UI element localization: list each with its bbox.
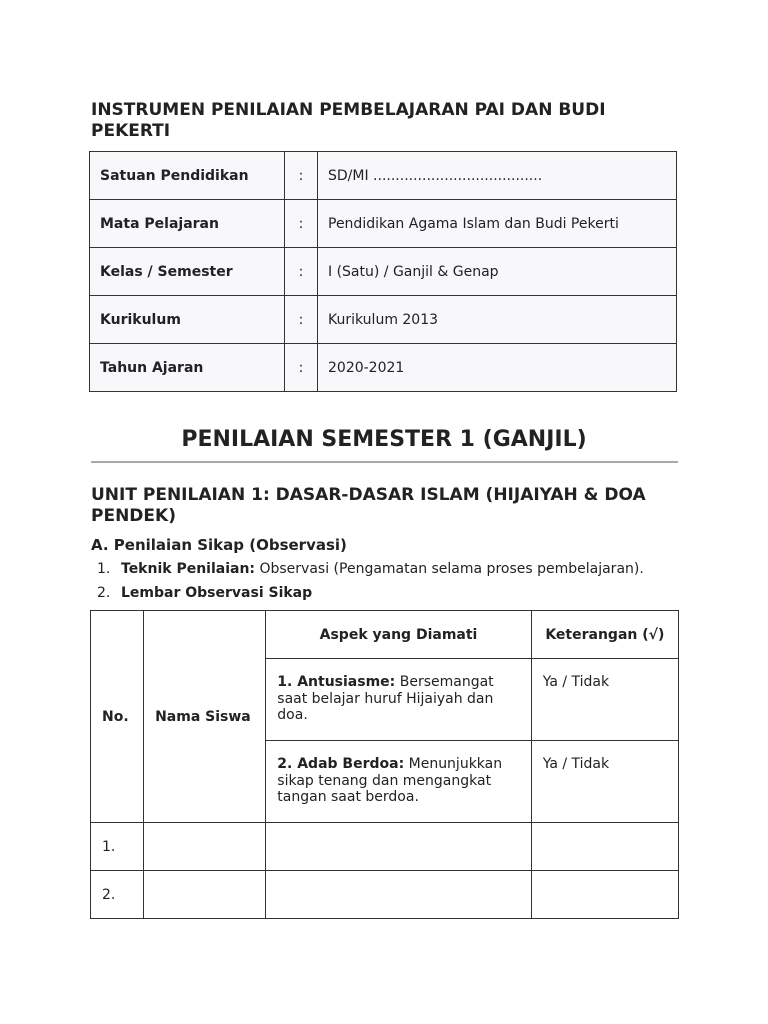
list-text xyxy=(121,559,644,583)
row-number: 1. xyxy=(91,823,144,871)
info-value: SD/MI ...................................... xyxy=(318,152,677,200)
list-bold: Lembar Observasi Sikap xyxy=(121,585,313,601)
section-divider xyxy=(91,461,678,463)
header-note: Keterangan (√) xyxy=(531,611,678,659)
list-item xyxy=(97,583,644,607)
header-aspect: Aspek yang Diamati xyxy=(266,611,531,659)
header-name: Nama Siswa xyxy=(144,611,266,823)
document-title: INSTRUMEN PENILAIAN PEMBELAJARAN PAI DAN BUDI PEKERTI xyxy=(91,100,606,141)
student-name-cell[interactable] xyxy=(144,823,266,871)
header-no: No. xyxy=(91,611,144,823)
info-row-class xyxy=(90,248,677,296)
info-separator: : xyxy=(285,296,318,344)
aspect-entry-cell[interactable] xyxy=(266,823,531,871)
info-row-school xyxy=(90,152,677,200)
aspect-text: Bersemangat saat belajar huruf Hijaiyah dan doa. xyxy=(277,674,494,723)
list-rest: Observasi (Pengamatan selama proses pembelajaran). xyxy=(255,561,644,577)
info-label: Satuan Pendidikan xyxy=(90,152,285,200)
aspect-cell xyxy=(266,741,531,823)
info-value: Pendidikan Agama Islam dan Budi Pekerti xyxy=(318,200,677,248)
info-value: 2020-2021 xyxy=(318,344,677,392)
info-label: Tahun Ajaran xyxy=(90,344,285,392)
table-row xyxy=(91,823,679,871)
section-title: A. Penilaian Sikap (Observasi) xyxy=(91,536,347,554)
aspect-entry-cell[interactable] xyxy=(266,871,531,919)
list-text xyxy=(121,583,312,607)
list-bold: Teknik Penilaian: xyxy=(121,561,256,577)
aspect-bold: 2. Adab Berdoa: xyxy=(277,756,405,772)
list-number: 2. xyxy=(97,585,111,601)
info-separator: : xyxy=(285,248,318,296)
aspect-bold: 1. Antusiasme: xyxy=(277,674,396,690)
list-item xyxy=(97,559,644,583)
observation-table xyxy=(90,610,679,919)
row-number: 2. xyxy=(91,871,144,919)
info-table xyxy=(89,151,677,392)
semester-title: PENILAIAN SEMESTER 1 (GANJIL) xyxy=(181,427,587,452)
info-label: Kelas / Semester xyxy=(90,248,285,296)
info-separator: : xyxy=(285,200,318,248)
student-name-cell[interactable] xyxy=(144,871,266,919)
table-row xyxy=(91,871,679,919)
note-cell: Ya / Tidak xyxy=(531,659,678,741)
aspect-cell xyxy=(266,659,531,741)
aspect-text: Menunjukkan sikap tenang dan mengangkat tangan saat berdoa. xyxy=(277,756,503,805)
note-entry-cell[interactable] xyxy=(531,823,678,871)
info-label: Mata Pelajaran xyxy=(90,200,285,248)
list-number: 1. xyxy=(97,561,111,577)
info-label: Kurikulum xyxy=(90,296,285,344)
steps-list xyxy=(97,559,644,607)
unit-title: UNIT PENILAIAN 1: DASAR-DASAR ISLAM (HIJAIYAH & DOA PENDEK) xyxy=(91,485,646,526)
info-row-year xyxy=(90,344,677,392)
note-entry-cell[interactable] xyxy=(531,871,678,919)
info-value: I (Satu) / Ganjil & Genap xyxy=(318,248,677,296)
info-row-curriculum xyxy=(90,296,677,344)
info-value: Kurikulum 2013 xyxy=(318,296,677,344)
info-row-subject xyxy=(90,200,677,248)
note-cell: Ya / Tidak xyxy=(531,741,678,823)
info-separator: : xyxy=(285,344,318,392)
info-separator: : xyxy=(285,152,318,200)
header-row xyxy=(91,611,679,659)
